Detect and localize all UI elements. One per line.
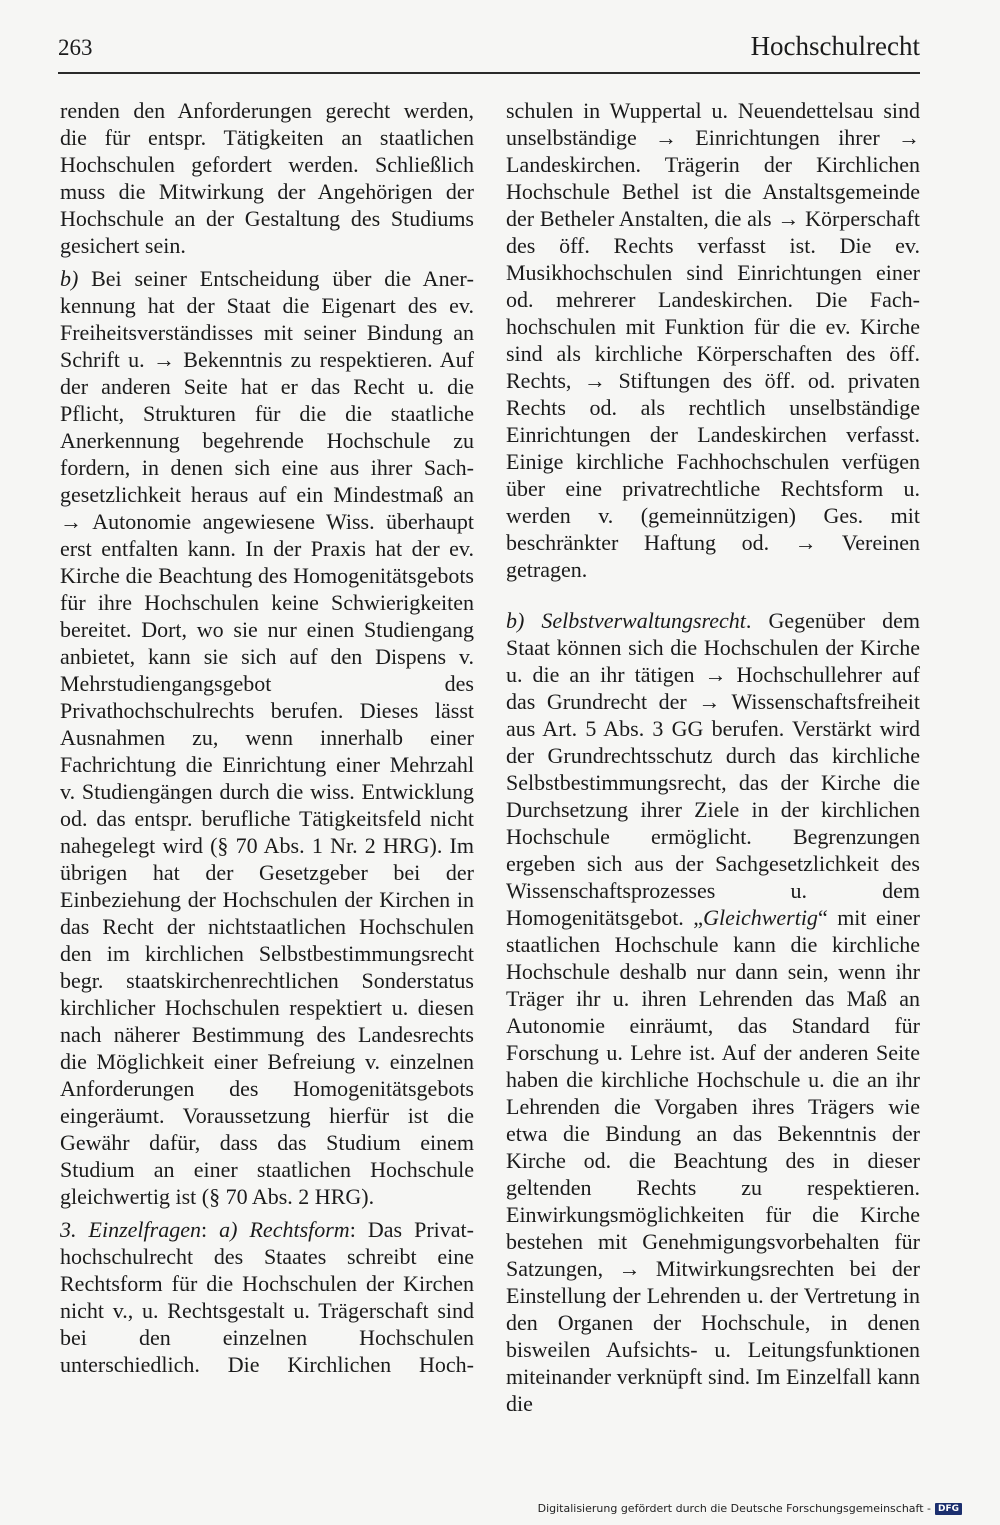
paragraph xyxy=(506,607,920,1417)
header-rule xyxy=(58,72,920,74)
paragraph xyxy=(60,265,474,1210)
left-column xyxy=(60,97,474,1384)
emphasis: Gleichwertig xyxy=(703,905,818,930)
section-label: b) Selbstverwaltungsrecht xyxy=(506,608,746,633)
paragraph xyxy=(506,97,920,583)
paragraph xyxy=(60,97,474,259)
right-column xyxy=(506,97,920,1423)
section-sublabel: a) Rechtsform xyxy=(219,1217,350,1242)
paragraph-text: schulen in Wuppertal u. Neuendettelsau sind unselbständige → Einrichtungen ihrer → Landeskirchen. Trägerin der Kirchlichen Hochschule Bethel ist die Anstaltsgemeinde der Betheler Anstalten, die als → Körperschaft des öff. Rechts verfasst ist. Die ev. Musikhochschulen sind Einrichtungen einer od. mehrerer Landeskirchen. Die Fachhochschulen mit Funktion für die ev. Kirche sind als kirchliche Körperschaften des öff. Rechts, → Stiftungen des öff. od. privaten Rechts od. als rechtlich unselbständige Einrichtungen der Landeskirchen verfasst. Einige kirchliche Fachhochschulen verfügen über eine privatrechtliche Rechtsform u. werden v. (gemeinnützigen) Ges. mit beschränkter Haftung od. → Vereinen getragen. xyxy=(506,98,920,582)
dfg-logo: DFG xyxy=(935,1503,962,1515)
running-head: Hochschulrecht xyxy=(750,31,920,61)
paragraph-text: renden den Anforderungen gerecht werden, die für entspr. Tätigkeiten an staatlichen Hochschulen gefordert werden. Schließlich muss die Mitwirkung der Angehörigen der Hochschule an der Gestaltung des Studiums gesichert sein. xyxy=(60,98,474,258)
paragraph-text: Bei seiner Entscheidung über die Anerkennung hat der Staat die Eigenart des ev. Freiheitsverständisses mit seiner Bindung an Schrift u. → Bekenntnis zu respektieren. Auf der anderen Seite hat er das Recht u. die Pflicht, Strukturen für die die staatliche Anerkennung begehrende Hochschule zu fordern, in denen sich eine aus ihrer Sachgesetzlichkeit heraus auf ein Mindestmaß an → Autonomie angewiesene Wiss. überhaupt erst entfalten kann. In der Praxis hat der ev. Kirche die Beachtung des Homogenitätsgebots für ihre Hochschulen keine Schwierigkeiten bereitet. Dort, wo sie nur einen Studiengang anbietet, kann sie sich auf den Dispens v. Mehrstudiengangsgebot des Privathochschulrechts berufen. Dieses lässt Ausnahmen zu, wenn innerhalb einer Fachrichtung die Einrichtung einer Mehrzahl v. Studiengängen durch die wiss. Entwicklung od. das entspr. berufliche Tätigkeitsfeld nicht nahegelegt wird (§ 70 Abs. 1 Nr. 2 HRG). Im übrigen hat der Gesetzgeber bei der Einbeziehung der Hochschulen der Kirchen in das Recht der nichtstaatlichen Hochschulen den im kirchlichen Selbstbestimmungsrecht begr. staatskirchenrechtlichen Sonderstatus kirchlicher Hochschulen respektiert u. diesen nach näherer Bestimmung des Landesrechts die Möglichkeit einer Befreiung v. einzelnen Anforderungen des Homogenitätsgebots eingeräumt. Voraussetzung hierfür ist die Gewähr dafür, dass das Studium einem Studium an einer staatlichen Hochschule gleichwertig ist (§ 70 Abs. 2 HRG). xyxy=(60,266,474,1209)
paragraph-text: . Gegenüber dem Staat können sich die Hochschulen der Kirche u. die an ihr tätigen → Hochschullehrer auf das Grundrecht der → Wissenschaftsfreiheit aus Art. 5 Abs. 3 GG berufen. Verstärkt wird der Grundrechtsschutz durch das kirchliche Selbstbestimmungsrecht, das der Kirche die Durchsetzung ihrer Ziele in der kirchlichen Hochschule ermöglicht. Begrenzungen ergeben sich aus der Sachgesetzlichkeit des Wissenschaftsprozesses u. dem Homogenitätsgebot. „ xyxy=(506,608,920,930)
section-label: b) xyxy=(60,266,79,291)
paragraph-text: “ mit einer staatlichen Hochschule kann die kirchliche Hochschule deshalb nur dann sein, wenn ihr Träger ihr u. ihren Lehrenden das Maß an Autonomie einräumt, das Standard für Forschung u. Lehre ist. Auf der anderen Seite haben die kirchliche Hochschule u. die an ihr Lehrenden die Vorgaben ihres Trägers wie etwa die Bindung an das Bekenntnis der Kirche od. die Beachtung des in dieser geltenden Rechts zu respektieren. Einwirkungsmöglichkeiten für die Kirche bestehen mit Genehmigungsvorbehalten für Satzungen, → Mitwirkungsrechten bei der Einstellung der Lehrenden u. der Vertretung in den Organen der Hochschule, in denen bisweilen Aufsichts- u. Leitungsfunktionen miteinander verknüpft sind. Im Einzelfall kann die xyxy=(506,905,920,1416)
section-label: 3. Einzelfragen xyxy=(60,1217,201,1242)
paragraph-text: : Das Privathochschulrecht des Staates schreibt eine Rechtsform für die Hochschulen der Kirchen nicht v., u. Rechtsgestalt u. Trägerschaft sind bei den einzelnen Hochschulen unterschiedlich. Die Kirchlichen Hoch- xyxy=(60,1217,474,1377)
paragraph xyxy=(60,1216,474,1378)
paragraph-text: : xyxy=(200,1217,220,1242)
digitization-credit xyxy=(538,1502,962,1516)
credit-text: Digitalisierung gefördert durch die Deutsche Forschungsgemeinschaft - xyxy=(537,1502,931,1515)
page-number: 263 xyxy=(58,35,93,60)
